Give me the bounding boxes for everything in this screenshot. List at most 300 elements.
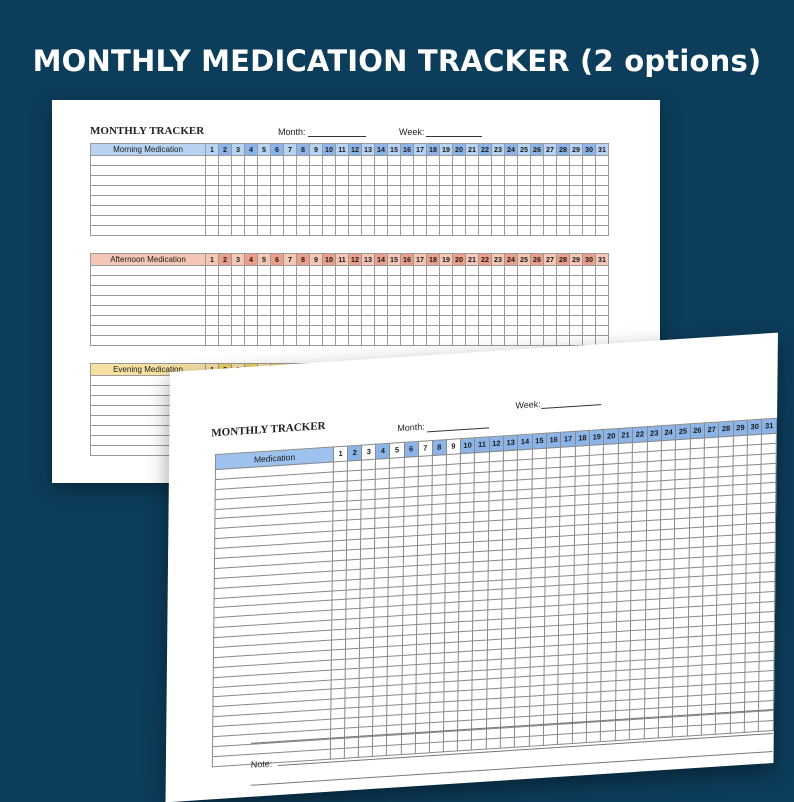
day-check-cell[interactable]: [206, 166, 219, 176]
day-check-cell[interactable]: [219, 166, 232, 176]
day-check-cell[interactable]: [557, 186, 570, 196]
day-check-cell[interactable]: [284, 216, 297, 226]
day-check-cell[interactable]: [258, 306, 271, 316]
day-check-cell[interactable]: [453, 226, 466, 236]
day-check-cell[interactable]: [258, 166, 271, 176]
day-check-cell[interactable]: [486, 738, 500, 749]
day-check-cell[interactable]: [284, 156, 297, 166]
day-check-cell[interactable]: [557, 156, 570, 166]
day-check-cell[interactable]: [518, 326, 531, 336]
day-check-cell[interactable]: [336, 166, 349, 176]
day-check-cell[interactable]: [557, 306, 570, 316]
medication-name-cell[interactable]: [91, 336, 206, 346]
day-check-cell[interactable]: [531, 176, 544, 186]
day-check-cell[interactable]: [440, 336, 453, 346]
day-check-cell[interactable]: [453, 286, 466, 296]
day-check-cell[interactable]: [531, 316, 544, 326]
day-check-cell[interactable]: [544, 326, 557, 336]
day-check-cell[interactable]: [310, 176, 323, 186]
day-check-cell[interactable]: [479, 266, 492, 276]
day-check-cell[interactable]: [505, 326, 518, 336]
day-check-cell[interactable]: [440, 196, 453, 206]
day-check-cell[interactable]: [492, 166, 505, 176]
day-check-cell[interactable]: [531, 156, 544, 166]
sheet-one-week-field[interactable]: [426, 136, 482, 137]
day-check-cell[interactable]: [466, 196, 479, 206]
day-check-cell[interactable]: [206, 176, 219, 186]
day-check-cell[interactable]: [414, 266, 427, 276]
day-check-cell[interactable]: [492, 316, 505, 326]
day-check-cell[interactable]: [310, 316, 323, 326]
day-check-cell[interactable]: [644, 728, 658, 739]
day-check-cell[interactable]: [557, 326, 570, 336]
day-check-cell[interactable]: [557, 206, 570, 216]
day-check-cell[interactable]: [531, 206, 544, 216]
day-check-cell[interactable]: [414, 336, 427, 346]
day-check-cell[interactable]: [336, 296, 349, 306]
day-check-cell[interactable]: [544, 196, 557, 206]
day-check-cell[interactable]: [297, 326, 310, 336]
day-check-cell[interactable]: [414, 206, 427, 216]
medication-name-cell[interactable]: [91, 196, 206, 206]
day-check-cell[interactable]: [388, 156, 401, 166]
day-check-cell[interactable]: [232, 196, 245, 206]
day-check-cell[interactable]: [427, 316, 440, 326]
day-check-cell[interactable]: [453, 266, 466, 276]
day-check-cell[interactable]: [362, 276, 375, 286]
day-check-cell[interactable]: [544, 306, 557, 316]
day-check-cell[interactable]: [401, 186, 414, 196]
day-check-cell[interactable]: [583, 206, 596, 216]
day-check-cell[interactable]: [492, 226, 505, 236]
day-check-cell[interactable]: [427, 326, 440, 336]
day-check-cell[interactable]: [583, 186, 596, 196]
day-check-cell[interactable]: [443, 741, 457, 752]
day-check-cell[interactable]: [323, 226, 336, 236]
day-check-cell[interactable]: [375, 186, 388, 196]
day-check-cell[interactable]: [206, 286, 219, 296]
day-check-cell[interactable]: [557, 166, 570, 176]
day-check-cell[interactable]: [457, 740, 471, 751]
day-check-cell[interactable]: [583, 306, 596, 316]
day-check-cell[interactable]: [362, 266, 375, 276]
day-check-cell[interactable]: [518, 286, 531, 296]
day-check-cell[interactable]: [258, 276, 271, 286]
day-check-cell[interactable]: [544, 156, 557, 166]
day-check-cell[interactable]: [362, 336, 375, 346]
day-check-cell[interactable]: [531, 226, 544, 236]
day-check-cell[interactable]: [570, 156, 583, 166]
day-check-cell[interactable]: [414, 216, 427, 226]
medication-name-cell[interactable]: [91, 276, 206, 286]
day-check-cell[interactable]: [206, 326, 219, 336]
day-check-cell[interactable]: [297, 196, 310, 206]
medication-name-cell[interactable]: [91, 266, 206, 276]
day-check-cell[interactable]: [570, 276, 583, 286]
sheet-two-week-field[interactable]: [541, 404, 601, 409]
day-check-cell[interactable]: [359, 746, 373, 757]
day-check-cell[interactable]: [518, 206, 531, 216]
day-check-cell[interactable]: [427, 306, 440, 316]
day-check-cell[interactable]: [310, 336, 323, 346]
day-check-cell[interactable]: [336, 316, 349, 326]
day-check-cell[interactable]: [349, 226, 362, 236]
day-check-cell[interactable]: [479, 336, 492, 346]
day-check-cell[interactable]: [232, 336, 245, 346]
day-check-cell[interactable]: [284, 286, 297, 296]
day-check-cell[interactable]: [284, 186, 297, 196]
day-check-cell[interactable]: [557, 336, 570, 346]
day-check-cell[interactable]: [505, 206, 518, 216]
day-check-cell[interactable]: [258, 296, 271, 306]
day-check-cell[interactable]: [245, 276, 258, 286]
day-check-cell[interactable]: [232, 286, 245, 296]
day-check-cell[interactable]: [453, 206, 466, 216]
day-check-cell[interactable]: [531, 306, 544, 316]
day-check-cell[interactable]: [414, 166, 427, 176]
day-check-cell[interactable]: [531, 276, 544, 286]
day-check-cell[interactable]: [284, 196, 297, 206]
day-check-cell[interactable]: [505, 216, 518, 226]
day-check-cell[interactable]: [245, 156, 258, 166]
day-check-cell[interactable]: [310, 156, 323, 166]
day-check-cell[interactable]: [453, 336, 466, 346]
day-check-cell[interactable]: [466, 326, 479, 336]
day-check-cell[interactable]: [570, 216, 583, 226]
day-check-cell[interactable]: [258, 336, 271, 346]
day-check-cell[interactable]: [232, 316, 245, 326]
day-check-cell[interactable]: [323, 186, 336, 196]
day-check-cell[interactable]: [466, 206, 479, 216]
day-check-cell[interactable]: [414, 316, 427, 326]
day-check-cell[interactable]: [544, 176, 557, 186]
day-check-cell[interactable]: [557, 216, 570, 226]
day-check-cell[interactable]: [440, 166, 453, 176]
day-check-cell[interactable]: [415, 743, 429, 754]
day-check-cell[interactable]: [414, 156, 427, 166]
day-check-cell[interactable]: [310, 186, 323, 196]
day-check-cell[interactable]: [557, 286, 570, 296]
day-check-cell[interactable]: [206, 206, 219, 216]
day-check-cell[interactable]: [518, 196, 531, 206]
day-check-cell[interactable]: [271, 166, 284, 176]
day-check-cell[interactable]: [466, 276, 479, 286]
day-check-cell[interactable]: [414, 276, 427, 286]
day-check-cell[interactable]: [570, 196, 583, 206]
day-check-cell[interactable]: [583, 296, 596, 306]
day-check-cell[interactable]: [284, 316, 297, 326]
day-check-cell[interactable]: [414, 176, 427, 186]
day-check-cell[interactable]: [373, 745, 387, 756]
day-check-cell[interactable]: [310, 196, 323, 206]
day-check-cell[interactable]: [330, 748, 344, 759]
day-check-cell[interactable]: [375, 196, 388, 206]
day-check-cell[interactable]: [596, 186, 609, 196]
day-check-cell[interactable]: [344, 747, 358, 758]
day-check-cell[interactable]: [472, 739, 486, 750]
day-check-cell[interactable]: [596, 226, 609, 236]
day-check-cell[interactable]: [544, 296, 557, 306]
day-check-cell[interactable]: [245, 336, 258, 346]
day-check-cell[interactable]: [388, 326, 401, 336]
day-check-cell[interactable]: [219, 226, 232, 236]
day-check-cell[interactable]: [258, 186, 271, 196]
day-check-cell[interactable]: [388, 186, 401, 196]
day-check-cell[interactable]: [401, 156, 414, 166]
day-check-cell[interactable]: [440, 276, 453, 286]
day-check-cell[interactable]: [518, 186, 531, 196]
day-check-cell[interactable]: [427, 156, 440, 166]
day-check-cell[interactable]: [362, 176, 375, 186]
day-check-cell[interactable]: [596, 276, 609, 286]
day-check-cell[interactable]: [362, 186, 375, 196]
day-check-cell[interactable]: [492, 266, 505, 276]
day-check-cell[interactable]: [310, 296, 323, 306]
day-check-cell[interactable]: [219, 306, 232, 316]
day-check-cell[interactable]: [544, 336, 557, 346]
medication-name-cell[interactable]: [91, 306, 206, 316]
day-check-cell[interactable]: [414, 326, 427, 336]
day-check-cell[interactable]: [388, 306, 401, 316]
day-check-cell[interactable]: [492, 186, 505, 196]
medication-name-cell[interactable]: [91, 286, 206, 296]
day-check-cell[interactable]: [570, 206, 583, 216]
day-check-cell[interactable]: [744, 721, 758, 732]
day-check-cell[interactable]: [466, 176, 479, 186]
day-check-cell[interactable]: [349, 196, 362, 206]
day-check-cell[interactable]: [492, 296, 505, 306]
day-check-cell[interactable]: [388, 166, 401, 176]
day-check-cell[interactable]: [284, 276, 297, 286]
day-check-cell[interactable]: [219, 176, 232, 186]
day-check-cell[interactable]: [271, 266, 284, 276]
day-check-cell[interactable]: [349, 276, 362, 286]
day-check-cell[interactable]: [414, 296, 427, 306]
day-check-cell[interactable]: [531, 166, 544, 176]
day-check-cell[interactable]: [401, 743, 415, 754]
day-check-cell[interactable]: [375, 286, 388, 296]
day-check-cell[interactable]: [453, 326, 466, 336]
day-check-cell[interactable]: [336, 276, 349, 286]
day-check-cell[interactable]: [232, 206, 245, 216]
day-check-cell[interactable]: [453, 176, 466, 186]
day-check-cell[interactable]: [362, 206, 375, 216]
day-check-cell[interactable]: [414, 196, 427, 206]
day-check-cell[interactable]: [466, 216, 479, 226]
day-check-cell[interactable]: [310, 326, 323, 336]
day-check-cell[interactable]: [297, 286, 310, 296]
day-check-cell[interactable]: [583, 316, 596, 326]
day-check-cell[interactable]: [375, 156, 388, 166]
day-check-cell[interactable]: [466, 316, 479, 326]
day-check-cell[interactable]: [505, 266, 518, 276]
day-check-cell[interactable]: [362, 316, 375, 326]
day-check-cell[interactable]: [258, 176, 271, 186]
day-check-cell[interactable]: [232, 176, 245, 186]
day-check-cell[interactable]: [388, 226, 401, 236]
day-check-cell[interactable]: [557, 316, 570, 326]
day-check-cell[interactable]: [492, 326, 505, 336]
day-check-cell[interactable]: [427, 336, 440, 346]
day-check-cell[interactable]: [219, 296, 232, 306]
day-check-cell[interactable]: [440, 296, 453, 306]
day-check-cell[interactable]: [336, 156, 349, 166]
day-check-cell[interactable]: [336, 306, 349, 316]
day-check-cell[interactable]: [596, 216, 609, 226]
day-check-cell[interactable]: [570, 316, 583, 326]
day-check-cell[interactable]: [271, 306, 284, 316]
day-check-cell[interactable]: [232, 266, 245, 276]
day-check-cell[interactable]: [310, 216, 323, 226]
day-check-cell[interactable]: [466, 336, 479, 346]
day-check-cell[interactable]: [388, 276, 401, 286]
day-check-cell[interactable]: [297, 156, 310, 166]
day-check-cell[interactable]: [362, 326, 375, 336]
day-check-cell[interactable]: [518, 216, 531, 226]
day-check-cell[interactable]: [531, 326, 544, 336]
day-check-cell[interactable]: [349, 336, 362, 346]
day-check-cell[interactable]: [349, 206, 362, 216]
day-check-cell[interactable]: [258, 156, 271, 166]
day-check-cell[interactable]: [518, 306, 531, 316]
medication-name-cell[interactable]: [91, 176, 206, 186]
day-check-cell[interactable]: [583, 286, 596, 296]
day-check-cell[interactable]: [427, 286, 440, 296]
day-check-cell[interactable]: [271, 216, 284, 226]
day-check-cell[interactable]: [245, 296, 258, 306]
day-check-cell[interactable]: [245, 176, 258, 186]
day-check-cell[interactable]: [284, 336, 297, 346]
day-check-cell[interactable]: [375, 306, 388, 316]
day-check-cell[interactable]: [401, 196, 414, 206]
day-check-cell[interactable]: [518, 296, 531, 306]
day-check-cell[interactable]: [375, 226, 388, 236]
day-check-cell[interactable]: [375, 166, 388, 176]
day-check-cell[interactable]: [323, 276, 336, 286]
day-check-cell[interactable]: [323, 206, 336, 216]
day-check-cell[interactable]: [596, 196, 609, 206]
day-check-cell[interactable]: [557, 266, 570, 276]
day-check-cell[interactable]: [479, 276, 492, 286]
day-check-cell[interactable]: [479, 216, 492, 226]
day-check-cell[interactable]: [492, 196, 505, 206]
day-check-cell[interactable]: [258, 266, 271, 276]
medication-name-cell[interactable]: [91, 296, 206, 306]
day-check-cell[interactable]: [375, 326, 388, 336]
day-check-cell[interactable]: [440, 206, 453, 216]
day-check-cell[interactable]: [336, 226, 349, 236]
day-check-cell[interactable]: [284, 176, 297, 186]
day-check-cell[interactable]: [557, 196, 570, 206]
day-check-cell[interactable]: [716, 723, 730, 734]
day-check-cell[interactable]: [284, 226, 297, 236]
day-check-cell[interactable]: [336, 176, 349, 186]
day-check-cell[interactable]: [258, 226, 271, 236]
day-check-cell[interactable]: [453, 216, 466, 226]
day-check-cell[interactable]: [310, 276, 323, 286]
day-check-cell[interactable]: [245, 286, 258, 296]
day-check-cell[interactable]: [505, 286, 518, 296]
day-check-cell[interactable]: [271, 326, 284, 336]
day-check-cell[interactable]: [258, 196, 271, 206]
day-check-cell[interactable]: [730, 722, 744, 733]
day-check-cell[interactable]: [245, 316, 258, 326]
day-check-cell[interactable]: [245, 266, 258, 276]
day-check-cell[interactable]: [440, 306, 453, 316]
day-check-cell[interactable]: [401, 306, 414, 316]
day-check-cell[interactable]: [375, 316, 388, 326]
day-check-cell[interactable]: [518, 226, 531, 236]
day-check-cell[interactable]: [427, 176, 440, 186]
medication-name-cell[interactable]: [91, 216, 206, 226]
day-check-cell[interactable]: [349, 306, 362, 316]
day-check-cell[interactable]: [323, 176, 336, 186]
day-check-cell[interactable]: [271, 156, 284, 166]
day-check-cell[interactable]: [543, 734, 557, 745]
day-check-cell[interactable]: [297, 216, 310, 226]
day-check-cell[interactable]: [466, 306, 479, 316]
day-check-cell[interactable]: [505, 176, 518, 186]
day-check-cell[interactable]: [219, 286, 232, 296]
day-check-cell[interactable]: [323, 216, 336, 226]
day-check-cell[interactable]: [297, 166, 310, 176]
day-check-cell[interactable]: [387, 744, 401, 755]
day-check-cell[interactable]: [310, 206, 323, 216]
day-check-cell[interactable]: [271, 176, 284, 186]
day-check-cell[interactable]: [401, 216, 414, 226]
day-check-cell[interactable]: [401, 166, 414, 176]
day-check-cell[interactable]: [297, 206, 310, 216]
day-check-cell[interactable]: [427, 206, 440, 216]
day-check-cell[interactable]: [219, 216, 232, 226]
day-check-cell[interactable]: [479, 166, 492, 176]
day-check-cell[interactable]: [529, 735, 543, 746]
day-check-cell[interactable]: [440, 326, 453, 336]
day-check-cell[interactable]: [258, 326, 271, 336]
day-check-cell[interactable]: [492, 276, 505, 286]
day-check-cell[interactable]: [583, 266, 596, 276]
day-check-cell[interactable]: [544, 206, 557, 216]
day-check-cell[interactable]: [206, 296, 219, 306]
day-check-cell[interactable]: [336, 186, 349, 196]
day-check-cell[interactable]: [245, 216, 258, 226]
day-check-cell[interactable]: [544, 316, 557, 326]
day-check-cell[interactable]: [427, 216, 440, 226]
day-check-cell[interactable]: [219, 196, 232, 206]
day-check-cell[interactable]: [570, 296, 583, 306]
day-check-cell[interactable]: [572, 732, 586, 743]
day-check-cell[interactable]: [505, 316, 518, 326]
day-check-cell[interactable]: [453, 186, 466, 196]
day-check-cell[interactable]: [518, 276, 531, 286]
day-check-cell[interactable]: [596, 176, 609, 186]
day-check-cell[interactable]: [596, 296, 609, 306]
day-check-cell[interactable]: [388, 216, 401, 226]
day-check-cell[interactable]: [232, 166, 245, 176]
day-check-cell[interactable]: [323, 196, 336, 206]
day-check-cell[interactable]: [505, 166, 518, 176]
day-check-cell[interactable]: [570, 166, 583, 176]
day-check-cell[interactable]: [219, 206, 232, 216]
day-check-cell[interactable]: [570, 336, 583, 346]
day-check-cell[interactable]: [206, 276, 219, 286]
day-check-cell[interactable]: [531, 286, 544, 296]
day-check-cell[interactable]: [479, 306, 492, 316]
day-check-cell[interactable]: [349, 186, 362, 196]
day-check-cell[interactable]: [271, 276, 284, 286]
medication-name-cell[interactable]: [91, 156, 206, 166]
day-check-cell[interactable]: [492, 306, 505, 316]
